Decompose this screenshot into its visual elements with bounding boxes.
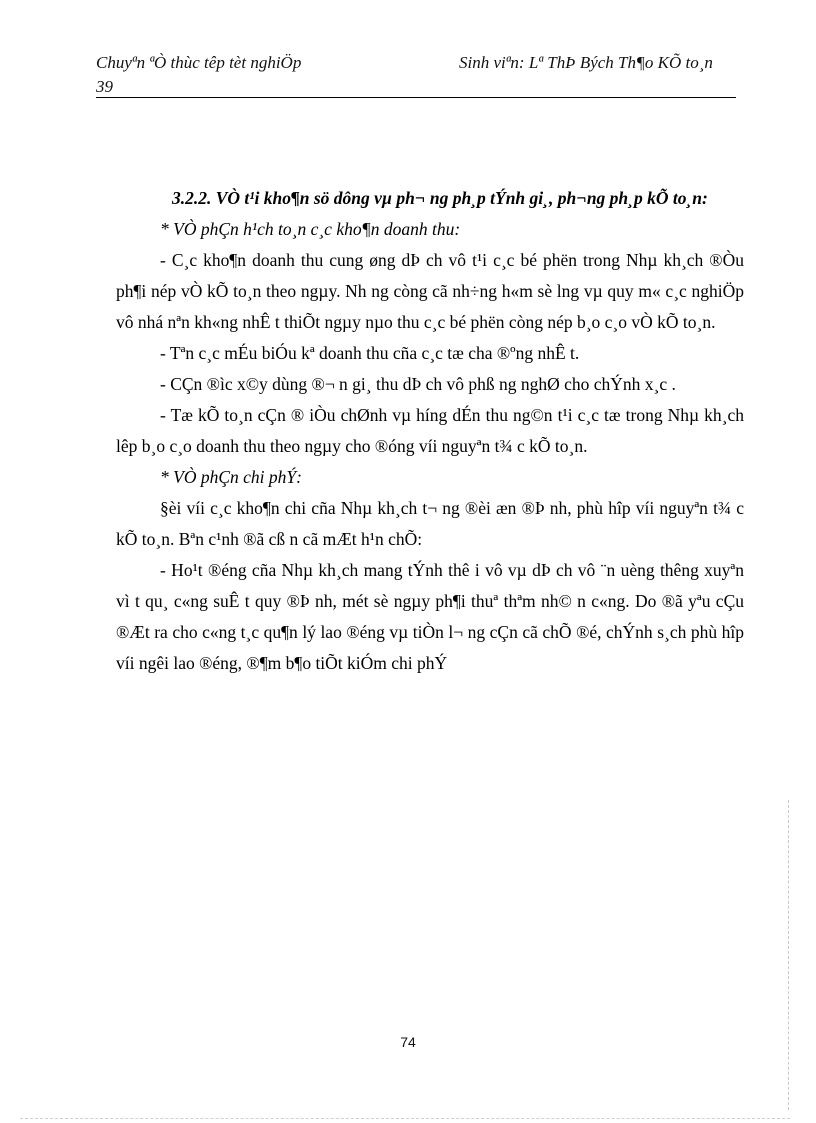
page-edge-bottom <box>20 1118 790 1119</box>
header-title: Chuyªn ªÒ thùc têp tèt nghiÖp <box>96 53 302 72</box>
header-author: Sinh viªn: Lª ThÞ Bých Th¶o KÕ to¸n <box>459 53 713 72</box>
paragraph-expenses-1: §èi víi c¸c kho¶n chi cña Nhµ kh¸ch t¬ ng ®èi æn ®Þ nh, phù hîp víi nguyªn t¾ c kÕ to¸n. Bªn c¹nh ®ã cß n cã mÆt h¹n chÕ: <box>116 498 744 549</box>
header-page-reference: 39 <box>96 77 113 96</box>
section-heading: 3.2.2. VÒ t¹i kho¶n sö dông vµ ph¬ ng ph¸p tÝnh gi¸, ph¬ng ph¸p kÕ to¸n: <box>172 188 708 208</box>
page-number: 74 <box>400 1034 416 1050</box>
header-divider <box>96 97 736 98</box>
body-text <box>116 183 744 679</box>
paragraph-revenue-3: - CÇn ®ìc x©y dùng ®¬ n gi¸ thu dÞ ch vô phß ng nghØ cho chÝnh x¸c . <box>160 374 676 394</box>
subheading-expenses: * VÒ phÇn chi phÝ: <box>160 467 302 487</box>
paragraph-revenue-1: - C¸c kho¶n doanh thu cung øng dÞ ch vô t¹i c¸c bé phën trong Nhµ kh¸ch ®Òu ph¶i nép vÒ kÕ to¸n theo ngµy. Nh ng còng cã nh÷ng h«m sè lng vµ quy m« c¸c nghiÖp vô nhá nªn kh«ng nhÊ t thiÕt ngµy nµo thu c¸c bé phën còng nép b¸o c¸o vÒ kÕ to¸n. <box>116 250 744 332</box>
paragraph-revenue-4: - Tæ kÕ to¸n cÇn ® iÒu chØnh vµ híng dÉn thu ng©n t¹i c¸c tæ trong Nhµ kh¸ch lêp b¸o c¸o doanh thu theo ngµy cho ®óng víi nguyªn t¾ c kÕ to¸n. <box>116 405 744 456</box>
subheading-revenue: * VÒ phÇn h¹ch to¸n c¸c kho¶n doanh thu: <box>160 219 461 239</box>
paragraph-revenue-2: - Tªn c¸c mÉu biÓu kª doanh thu cña c¸c tæ cha ®ºng nhÊ t. <box>160 343 580 363</box>
page-edge-right <box>788 800 789 1110</box>
paragraph-expenses-2: - Ho¹t ®éng cña Nhµ kh¸ch mang tÝnh thê i vô vµ dÞ ch vô ¨n uèng thêng xuyªn vì t qu¸ c«ng suÊ t quy ®Þ nh, mét sè ngµy ph¶i thuª thªm nh© n c«ng. Do ®ã yªu cÇu ®Æt ra cho c«ng t¸c qu¶n lý lao ®éng vµ tiÒn l¬ ng cÇn cã chÕ ®é, chÝnh s¸ch phù hîp víi ngêi lao ®éng, ®¶m b¶o tiÕt kiÓm chi phÝ <box>116 560 744 673</box>
